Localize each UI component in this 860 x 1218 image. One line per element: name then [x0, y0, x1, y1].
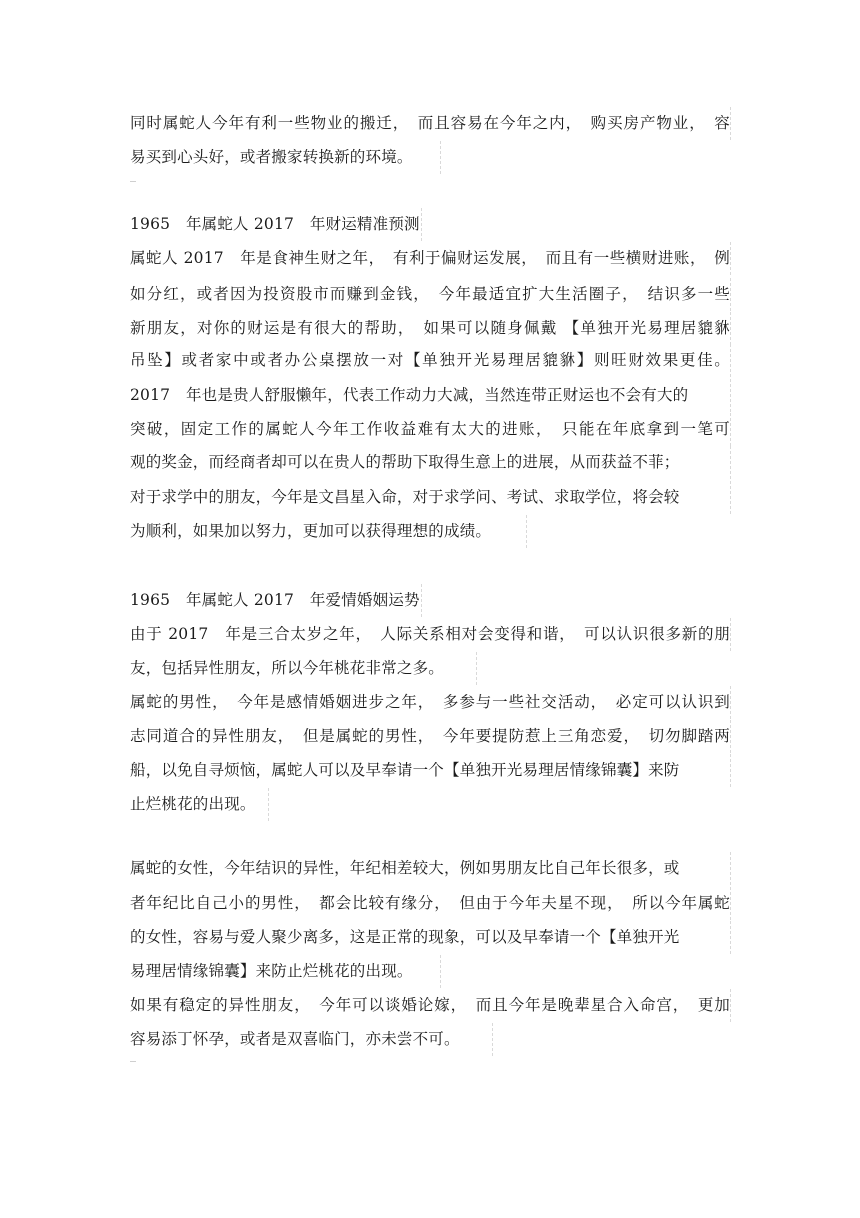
paragraph-line: 为顺利，如果加以努力，更加可以获得理想的成绩。 — [130, 519, 491, 543]
paragraph-line: 容易添丁怀孕，或者是双喜临门，亦未尝不可。 — [130, 1027, 460, 1051]
paragraph-line: 友，包括异性朋友，所以今年桃花非常之多。 — [130, 656, 444, 680]
paragraph-line: 如分红，或者因为投资股市而赚到金钱， 今年最适宜扩大生活圈子， 结识多一些 — [130, 282, 730, 306]
paragraph-mark — [130, 181, 136, 182]
paragraph-line: 突破，固定工作的属蛇人今年工作收益难有太大的进账， 只能在年底拿到一笔可 — [130, 417, 730, 441]
paragraph-line: 观的奖金，而经商者却可以在贵人的帮助下取得生意上的进展，从而获益不菲； — [130, 450, 680, 474]
paragraph-line: 者年纪比自己小的男性， 都会比较有缘分， 但由于今年夫星不现， 所以今年属蛇 — [130, 891, 730, 915]
paragraph-line: 志同道合的异性朋友， 但是属蛇的男性， 今年要提防惹上三角恋爱， 切勿脚踏两 — [130, 724, 730, 748]
paragraph-line: 同时属蛇人今年有利一些物业的搬迁， 而且容易在今年之内， 购买房产物业， 容 — [130, 111, 730, 135]
paragraph-line: 易买到心头好，或者搬家转换新的环境。 — [130, 145, 413, 169]
paragraph-line: 属蛇人 2017 年是食神生财之年， 有利于偏财运发展， 而且有一些横财进账， 例 — [130, 246, 730, 270]
section-heading: 1965 年属蛇人 2017 年财运精准预测 — [130, 212, 420, 236]
paragraph-mark — [130, 1061, 136, 1062]
paragraph-line: 吊坠】或者家中或者办公桌摆放一对【单独开光易理居貔貅】则旺财效果更佳。 — [130, 348, 730, 372]
paragraph-line: 属蛇的女性，今年结识的异性，年纪相差较大，例如男朋友比自己年长很多，或 — [130, 856, 680, 880]
paragraph-line: 如果有稳定的异性朋友， 今年可以谈婚论嫁， 而且今年是晚辈星合入命宫， 更加 — [130, 993, 730, 1017]
paragraph-line: 易理居情缘锦囊】来防止烂桃花的出现。 — [130, 959, 413, 983]
paragraph-line: 的女性，容易与爱人聚少离多，这是正常的现象，可以及早奉请一个【单独开光 — [130, 925, 680, 949]
paragraph-line: 属蛇的男性， 今年是感情婚姻进步之年， 多参与一些社交活动， 必定可以认识到 — [130, 690, 730, 714]
paragraph-line: 2017 年也是贵人舒服懒年，代表工作动力大减，当然连带正财运也不会有大的 — [130, 383, 688, 407]
paragraph-line: 对于求学中的朋友，今年是文昌星入命，对于求学问、考试、求取学位，将会较 — [130, 485, 680, 509]
paragraph-line: 新朋友，对你的财运是有很大的帮助， 如果可以随身佩戴 【单独开光易理居貔貅 — [130, 316, 730, 340]
paragraph-line: 止烂桃花的出现。 — [130, 792, 256, 816]
paragraph-line: 由于 2017 年是三合太岁之年， 人际关系相对会变得和谐， 可以认识很多新的朋 — [130, 622, 730, 646]
section-heading: 1965 年属蛇人 2017 年爱情婚姻运势 — [130, 588, 420, 612]
paragraph-line: 船，以免自寻烦恼，属蛇人可以及早奉请一个【单独开光易理居情缘锦囊】来防 — [130, 758, 680, 782]
